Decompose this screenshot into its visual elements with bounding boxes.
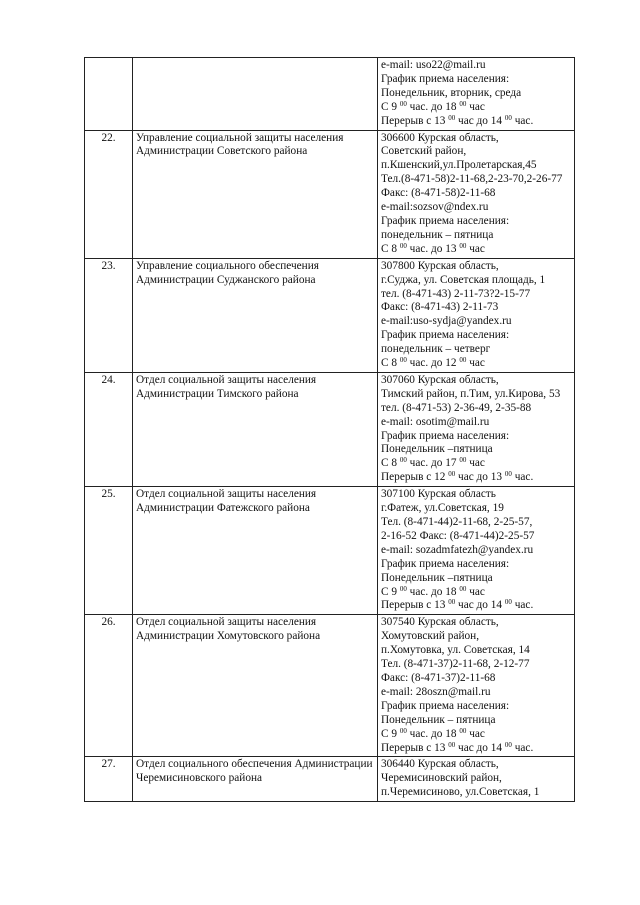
schedule-text: час xyxy=(466,100,485,113)
organization-name-cell xyxy=(133,58,378,131)
schedule-text: час. xyxy=(511,599,534,612)
row-number-cell: 26. xyxy=(85,615,133,757)
time-minutes-superscript: 00 xyxy=(399,241,407,250)
schedule-text: час до 14 xyxy=(455,741,505,754)
contact-line: п.Кшенский,ул.Пролетарская,45 xyxy=(381,159,537,172)
contact-line: Тимский район, п.Тим, ул.Кирова, 53 xyxy=(381,387,561,400)
contact-line: 307540 Курская область, xyxy=(381,616,499,629)
row-number-cell: 25. xyxy=(85,487,133,615)
time-minutes-superscript: 00 xyxy=(459,726,467,735)
time-minutes-superscript: 00 xyxy=(459,356,467,365)
time-minutes-superscript: 00 xyxy=(504,470,512,479)
contact-line: п.Черемисиново, ул.Советская, 1 xyxy=(381,786,540,799)
schedule-text: С 9 xyxy=(381,100,400,113)
contact-line: e-mail:sozsov@ndex.ru xyxy=(381,201,489,214)
schedule-text: С 9 xyxy=(381,585,400,598)
contacts-table-body xyxy=(85,58,575,802)
table-row xyxy=(85,58,575,131)
time-minutes-superscript: 00 xyxy=(459,456,467,465)
contact-line: График приема населения: xyxy=(381,699,510,712)
time-minutes-superscript: 00 xyxy=(504,740,512,749)
contact-line xyxy=(381,115,571,129)
schedule-text: Перерыв с 13 xyxy=(381,114,449,127)
schedule-text: час. до 17 xyxy=(406,457,460,470)
contact-line: 2-16-52 Факс: (8-471-44)2-25-57 xyxy=(381,529,535,542)
contact-line: п.Хомутовка, ул. Советская, 14 xyxy=(381,644,530,657)
time-minutes-superscript: 00 xyxy=(399,456,407,465)
contact-line xyxy=(381,471,571,485)
contact-line: График приема населения: xyxy=(381,329,510,342)
contact-line: Понедельник, вторник, среда xyxy=(381,86,522,99)
schedule-text: час. до 18 xyxy=(406,727,460,740)
contact-line: Факс: (8-471-43) 2-11-73 xyxy=(381,301,499,314)
contact-line: Факс: (8-471-37)2-11-68 xyxy=(381,671,496,684)
schedule-text: С 9 xyxy=(381,727,400,740)
schedule-text: час. xyxy=(511,741,534,754)
table-row xyxy=(85,258,575,372)
contact-line: Советский район, xyxy=(381,145,467,158)
contact-line: График приема населения: xyxy=(381,214,510,227)
contact-line: 307100 Курская область xyxy=(381,488,496,501)
contact-line: 306440 Курская область, xyxy=(381,758,499,771)
schedule-text: час до 14 xyxy=(455,599,505,612)
row-number-cell: 23. xyxy=(85,258,133,372)
schedule-text: час до 13 xyxy=(455,471,505,484)
contact-line xyxy=(381,742,571,756)
contact-line: 307800 Курская область, xyxy=(381,259,499,272)
contact-line: г.Фатеж, ул.Советская, 19 xyxy=(381,502,504,515)
time-minutes-superscript: 00 xyxy=(504,113,512,122)
contact-line: Понедельник – пятница xyxy=(381,713,496,726)
contact-line: Факс: (8-471-58)2-11-68 xyxy=(381,187,496,200)
contact-line: Тел. (8-471-37)2-11-68, 2-12-77 xyxy=(381,658,530,671)
contact-line: e-mail: sozadmfatezh@yandex.ru xyxy=(381,543,534,556)
time-minutes-superscript: 00 xyxy=(459,99,467,108)
contacts-table xyxy=(84,57,575,802)
contact-line: понедельник – четверг xyxy=(381,343,491,356)
schedule-text: час. xyxy=(511,471,534,484)
contact-line: 307060 Курская область, xyxy=(381,373,499,386)
contact-line: e-mail:uso-sydja@yandex.ru xyxy=(381,315,512,328)
table-row xyxy=(85,757,575,802)
contact-line xyxy=(381,101,571,115)
schedule-text: час. до 18 xyxy=(406,585,460,598)
contact-info-cell xyxy=(378,130,575,258)
time-minutes-superscript: 00 xyxy=(448,470,456,479)
contact-info-cell xyxy=(378,258,575,372)
schedule-text: Перерыв с 13 xyxy=(381,599,449,612)
schedule-text: час xyxy=(466,457,485,470)
schedule-text: Перерыв с 12 xyxy=(381,471,449,484)
contact-line xyxy=(381,728,571,742)
contact-info-cell xyxy=(378,487,575,615)
contact-line: e-mail: 28oszn@mail.ru xyxy=(381,685,491,698)
contact-info-cell xyxy=(378,757,575,802)
contact-line: Тел.(8-471-58)2-11-68,2-23-70,2-26-77 xyxy=(381,173,563,186)
table-row xyxy=(85,615,575,757)
schedule-text: Перерыв с 13 xyxy=(381,741,449,754)
contact-line: тел. (8-471-43) 2-11-73?2-15-77 xyxy=(381,287,531,300)
organization-name-cell: Отдел социальной защиты населения Администрации Хомутовского района xyxy=(133,615,378,757)
schedule-text: час xyxy=(466,585,485,598)
row-number-cell: 22. xyxy=(85,130,133,258)
contact-line xyxy=(381,599,571,613)
contact-line: тел. (8-471-53) 2-36-49, 2-35-88 xyxy=(381,401,532,414)
contact-line: Понедельник –пятница xyxy=(381,571,493,584)
contact-line: Тел. (8-471-44)2-11-68, 2-25-57, xyxy=(381,516,533,528)
time-minutes-superscript: 00 xyxy=(399,584,407,593)
contact-line: г.Суджа, ул. Советская площадь, 1 xyxy=(381,273,546,286)
time-minutes-superscript: 00 xyxy=(459,241,467,250)
contact-line: График приема населения: xyxy=(381,72,510,85)
time-minutes-superscript: 00 xyxy=(504,598,512,607)
schedule-text: час xyxy=(466,242,485,255)
organization-name-cell: Отдел социальной защиты населения Администрации Фатежского района xyxy=(133,487,378,615)
contact-line: e-mail: uso22@mail.ru xyxy=(381,59,486,71)
time-minutes-superscript: 00 xyxy=(448,598,456,607)
time-minutes-superscript: 00 xyxy=(459,584,467,593)
schedule-text: час xyxy=(466,727,485,740)
contact-line xyxy=(381,357,571,371)
schedule-text: час. xyxy=(511,114,534,127)
table-row xyxy=(85,130,575,258)
contact-info-cell xyxy=(378,615,575,757)
contact-info-cell xyxy=(378,58,575,131)
row-number-cell: 24. xyxy=(85,372,133,486)
time-minutes-superscript: 00 xyxy=(448,740,456,749)
contact-info-cell xyxy=(378,372,575,486)
schedule-text: час. до 12 xyxy=(406,357,460,370)
organization-name-cell: Отдел социальной защиты населения Администрации Тимского района xyxy=(133,372,378,486)
organization-name-cell: Отдел социального обеспечения Администрации Черемисиновского района xyxy=(133,757,378,802)
contact-line xyxy=(381,243,571,257)
organization-name-cell: Управление социального обеспечения Администрации Суджанского района xyxy=(133,258,378,372)
row-number-cell: 27. xyxy=(85,757,133,802)
contact-line xyxy=(381,457,571,471)
contact-line: График приема населения: xyxy=(381,429,510,442)
time-minutes-superscript: 00 xyxy=(399,99,407,108)
schedule-text: час до 14 xyxy=(455,114,505,127)
schedule-text: час. до 13 xyxy=(406,242,460,255)
contact-line: Понедельник –пятница xyxy=(381,443,493,456)
time-minutes-superscript: 00 xyxy=(399,356,407,365)
schedule-text: час xyxy=(466,357,485,370)
organization-name-cell: Управление социальной защиты населения Администрации Советского района xyxy=(133,130,378,258)
time-minutes-superscript: 00 xyxy=(399,726,407,735)
contact-line xyxy=(381,586,571,600)
contact-line: График приема населения: xyxy=(381,557,510,570)
schedule-text: С 8 xyxy=(381,242,400,255)
contact-line: Хомутовский район, xyxy=(381,630,480,643)
table-row xyxy=(85,372,575,486)
contact-line: 306600 Курская область, xyxy=(381,131,499,144)
time-minutes-superscript: 00 xyxy=(448,113,456,122)
schedule-text: С 8 xyxy=(381,457,400,470)
contact-line: e-mail: osotim@mail.ru xyxy=(381,415,490,428)
contact-line: понедельник – пятница xyxy=(381,228,494,241)
schedule-text: С 8 xyxy=(381,357,400,370)
schedule-text: час. до 18 xyxy=(406,100,460,113)
row-number-cell xyxy=(85,58,133,131)
table-row xyxy=(85,487,575,615)
contact-line: Черемисиновский район, xyxy=(381,772,502,785)
